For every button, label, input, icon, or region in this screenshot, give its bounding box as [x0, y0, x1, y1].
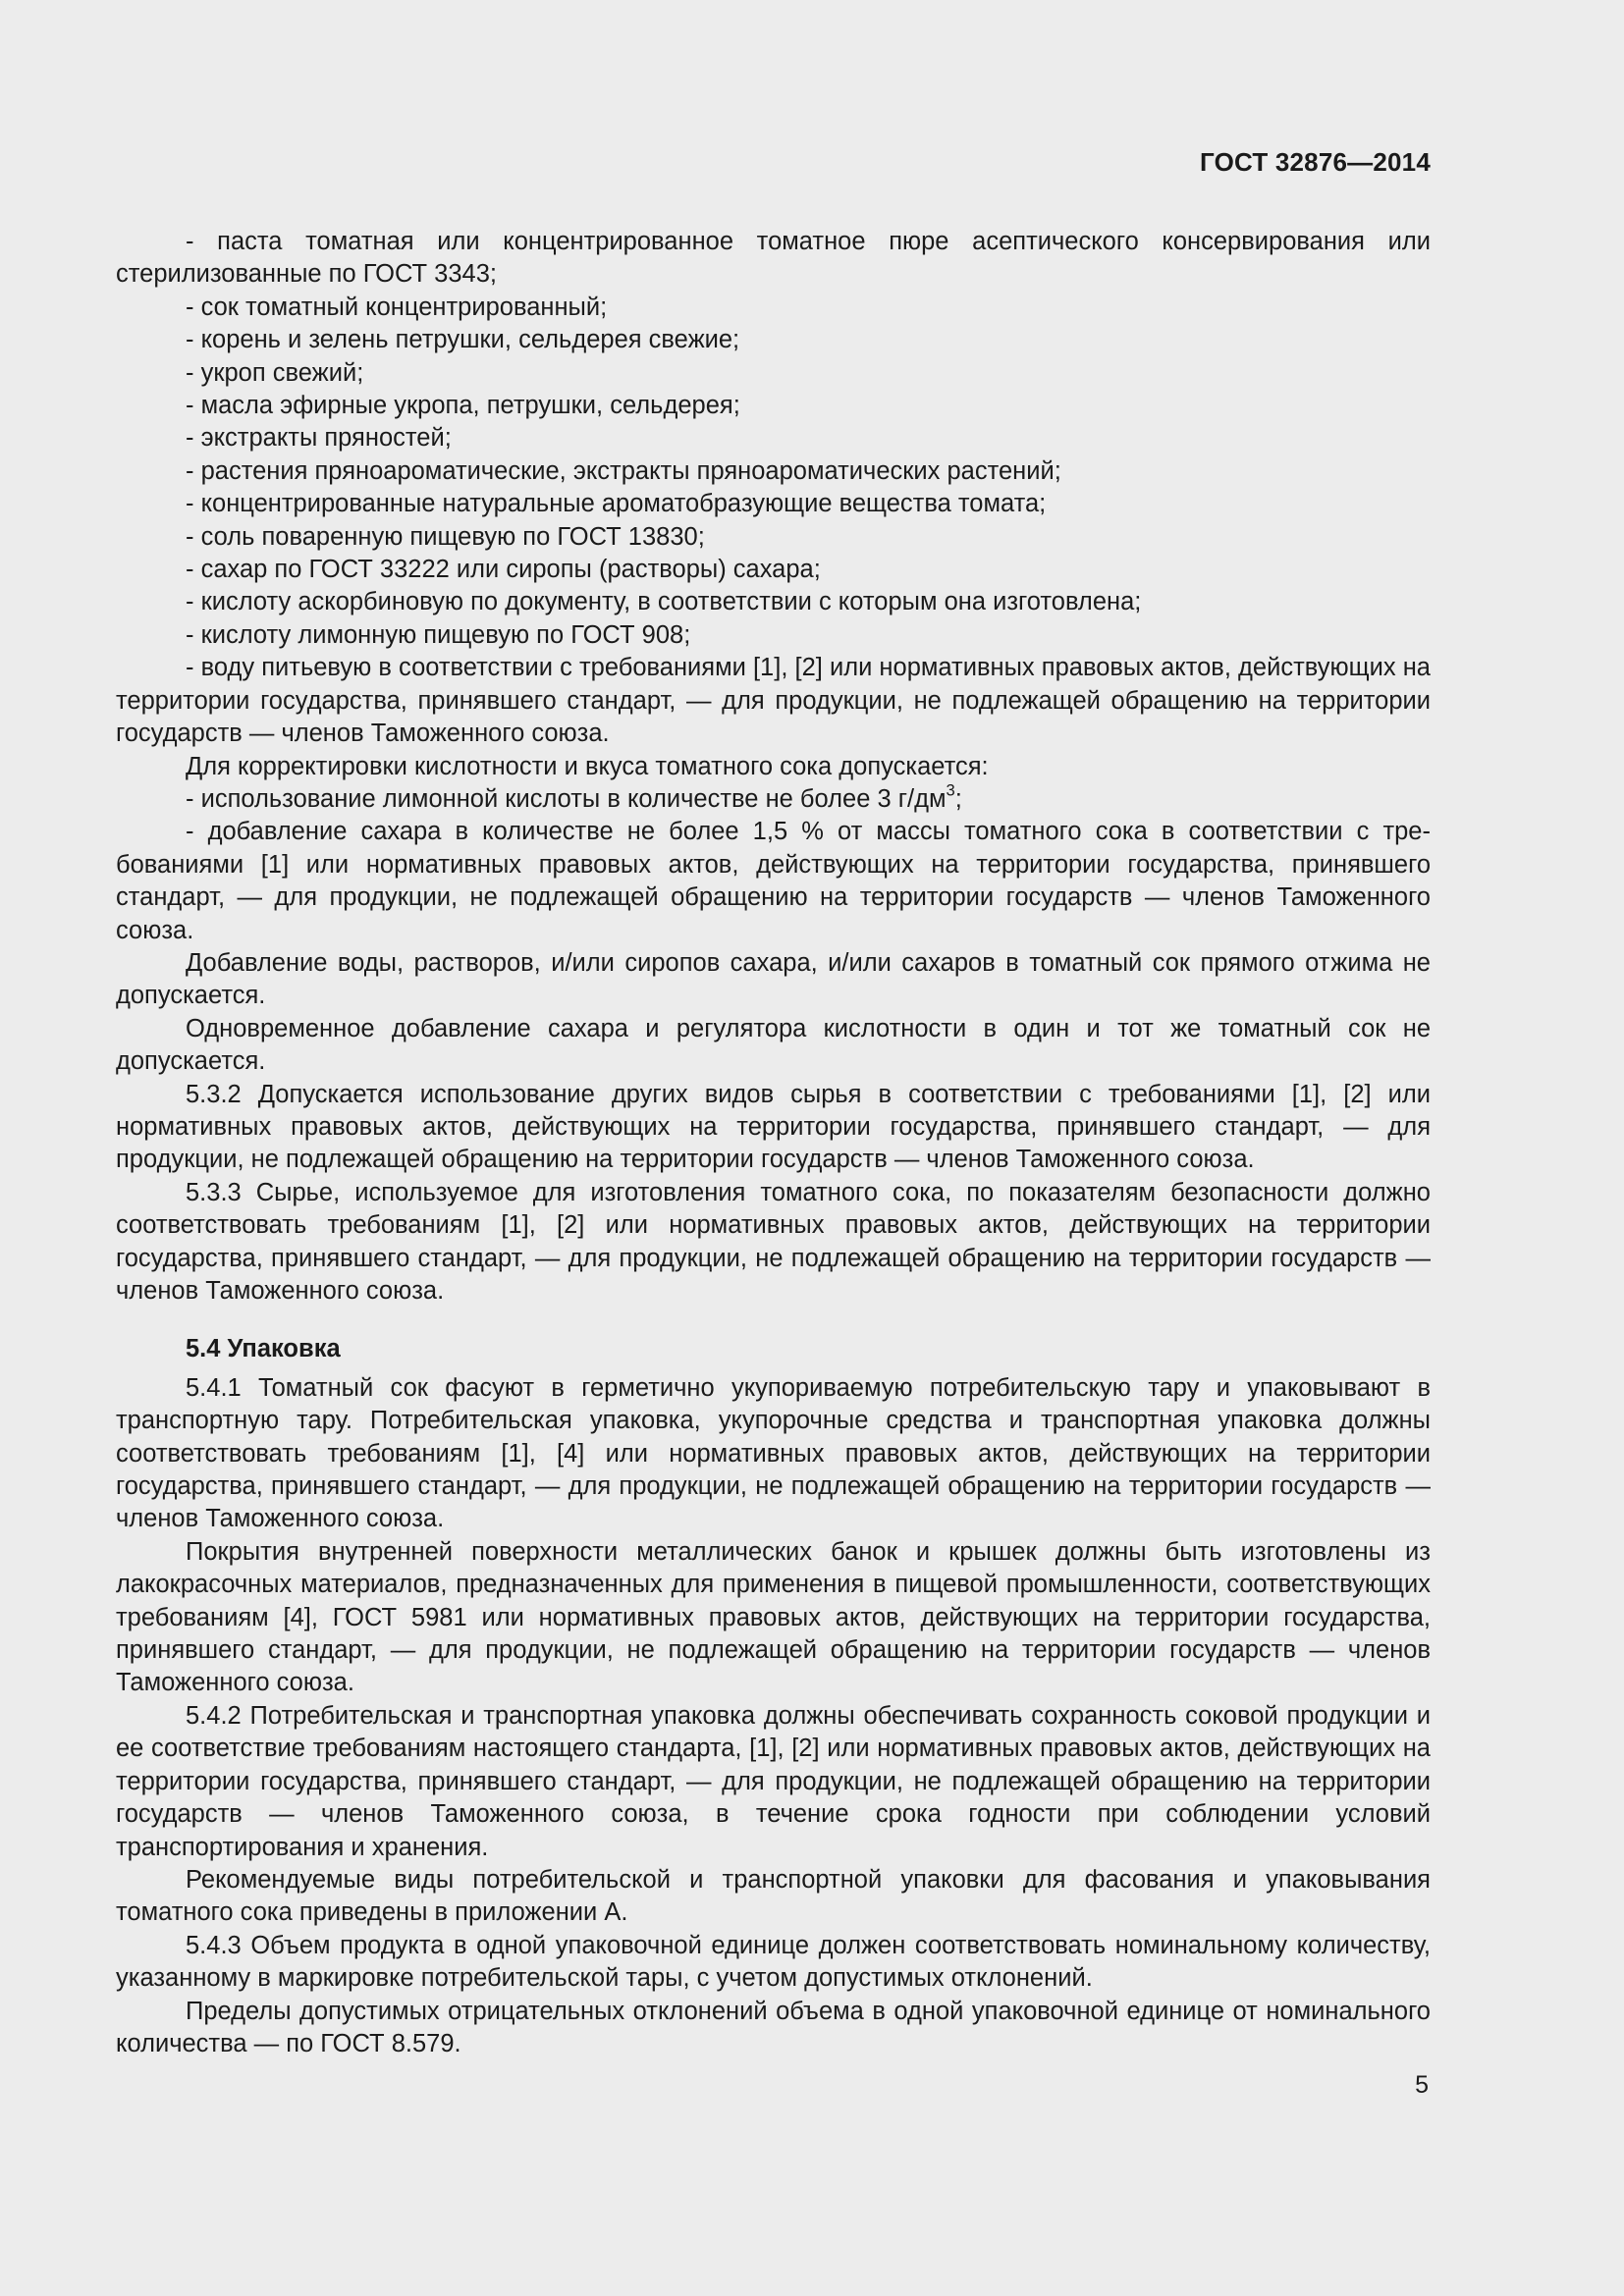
- list-item: - растения пряноароматические, экстракты пряноароматических растений;: [186, 456, 1061, 485]
- paragraph-limits: Пределы допустимых отрицательных отклонений объема в одной упаковочной единице от номинального количества — по ГОСТ 8.579.: [116, 1997, 1431, 2057]
- citric-acid-text: - использование лимонной кислоты в количестве не более 3 г/дм: [186, 784, 947, 813]
- list-item: - сок томатный концентрированный;: [186, 293, 608, 321]
- list-item: - сахар по ГОСТ 33222 или сиропы (растворы) сахара;: [186, 556, 821, 584]
- paragraph-5-4-1: 5.4.1 Томатный сок фасуют в герметично укупориваемую потребительскую тару и упаковывают в транспортную тару. Потребительская упаковка, укупорочные средства и транспортная упаковка должны соответствовать требованиям [1], [4] или нормативных правовых актов, действующих на территории государства, принявшего стандарт, — для продукции, не подлежащей обращению на территории государств — членов Таможенного союза.: [116, 1373, 1431, 1533]
- list-item-drinking-water: - воду питьевую в соответствии с требованиями [1], [2] или нормативных правовых актов, действующих на территории государства, принявшего стандарт, — для продукции, не подлежащей обращению на территории государств — членов Таможенного союза.: [116, 654, 1431, 748]
- list-item: - кислоту аскорбиновую по документу, в соответствии с которым она изготовлена;: [186, 588, 1142, 616]
- list-item: - соль поваренную пищевую по ГОСТ 13830;: [186, 522, 705, 551]
- paragraph-5-3-3: 5.3.3 Сырье, используемое для изготовления томатного сока, по показателям безопасности должно соответствовать требованиям [1], [2] или нормативных правовых актов, действующих на территории государства, принявшего стандарт, — для продукции, не подлежащей обращению на территории государств — членов Таможенного союза.: [116, 1178, 1431, 1305]
- document-standard-number: ГОСТ 32876—2014: [1200, 147, 1431, 177]
- paragraph-5-4-3: 5.4.3 Объем продукта в одной упаковочной единице должен соответствовать номинальному количеству, указанному в маркировке потребительской тары, с учетом допустимых отклонений.: [116, 1931, 1431, 1993]
- paragraph-5-4-2: 5.4.2 Потребительская и транспортная упаковка должны обеспечивать сохранность соковой продукции и ее соответствие требованиям настоящего стандарта, [1], [2] или нормативных правовых актов, действующих на территории государства, принявшего стандарт, — для продукции, не подлежащей обращению на территории государств — членов Таможенного союза, в течение срока годности при соблюдении условий транспортирования и хранения.: [116, 1701, 1431, 1861]
- list-item: - масла эфирные укропа, петрушки, сельдерея;: [186, 392, 740, 420]
- paragraph-5-3-2: 5.3.2 Допускается использование других видов сырья в соответствии с требованиями [1], [2] или нормативных правовых актов, действующих на территории государства, принявшего стандарт, — для продукции, не подлежащей обращению на территории государств — членов Таможенного союза.: [116, 1080, 1431, 1174]
- document-body: [116, 226, 1431, 2060]
- list-item-sugar: - добавление сахара в количестве не более 1,5 % от массы томатного сока в соответствии с требованиями [1] или нормативных правовых актов, действующих на территории государства, принявшего стандарт, — для продукции, не подлежащей обращению на территории государств — членов Таможенного союза.: [116, 818, 1431, 944]
- page-number: 5: [1415, 2071, 1429, 2099]
- list-item: - корень и зелень петрушки, сельдерея свежие;: [186, 326, 740, 354]
- list-item-citric-acid: [116, 780, 1431, 816]
- list-item: - экстракты пряностей;: [186, 424, 452, 453]
- list-item: - укроп свежий;: [186, 358, 364, 387]
- list-item-tomato-paste: - паста томатная или концентрированное томатное пюре асептического консервирования или стерилизованные по ГОСТ 3343;: [116, 228, 1431, 289]
- unit-superscript: 3: [946, 780, 955, 800]
- list-item: - кислоту лимонную пищевую по ГОСТ 908;: [186, 620, 691, 649]
- section-heading-packaging: 5.4 Упаковка: [186, 1335, 341, 1363]
- list-item: - концентрированные натуральные ароматобразующие вещества томата;: [186, 490, 1047, 518]
- paragraph-correction-intro: Для корректировки кислотности и вкуса томатного сока допускается:: [186, 752, 989, 780]
- paragraph-coatings: Покрытия внутренней поверхности металлических банок и крышек должны быть изготовлены из лакокрасочных материалов, предназначенных для применения в пищевой промышленности, соответствующих требованиям [4], ГОСТ 5981 или нормативных правовых актов, действующих на территории государства, принявшего стандарт, — для продукции, не подлежащей обращению на территории государств — членов Таможенного союза.: [116, 1537, 1431, 1697]
- paragraph-recommended: Рекомендуемые виды потребительской и транспортной упаковки для фасования и упаковывания томатного сока приведены в приложении А.: [116, 1865, 1431, 1927]
- citric-acid-end: ;: [954, 784, 962, 813]
- paragraph-no-simultaneous: Одновременное добавление сахара и регулятора кислотности в один и тот же томатный сок не допускается.: [116, 1014, 1431, 1076]
- paragraph-no-water: Добавление воды, растворов, и/или сиропов сахара, и/или сахаров в томатный сок прямого отжима не допускается.: [116, 948, 1431, 1010]
